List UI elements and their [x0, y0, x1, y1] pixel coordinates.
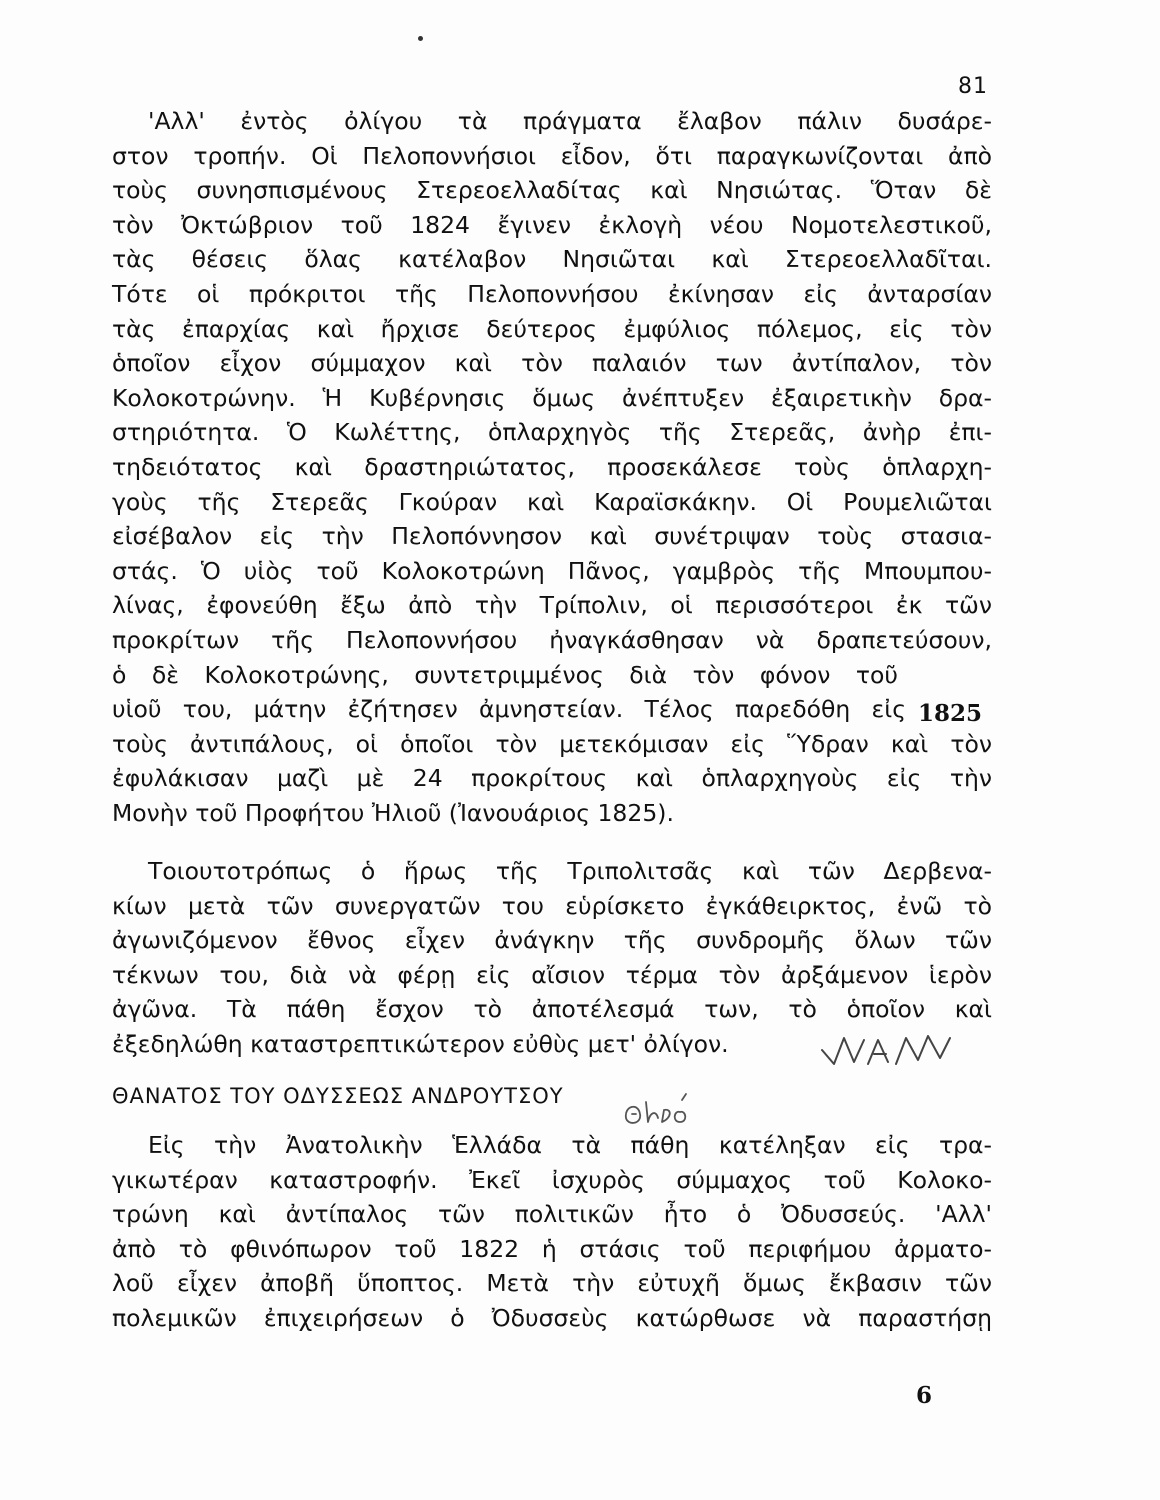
text-line: 'Αλλ' ἐντὸς ὀλίγου τὰ πράγματα ἔλαβον πάλιν δυσάρε- [148, 107, 992, 135]
text-line: γοὺς τῆς Στερεᾶς Γκούραν καὶ Καραϊσκάκην. Οἱ Ρουμελιῶται [112, 487, 992, 516]
paragraph-1 [112, 104, 992, 830]
handwritten-scribble [818, 1024, 958, 1074]
text-line: ἀγῶνα. Τὰ πάθη ἔσχον τὸ ἀποτέλεσμά των, τὸ ὁποῖον καὶ [112, 995, 992, 1024]
signature-number: 6 [916, 1382, 933, 1409]
text-line: προκρίτων τῆς Πελοποννήσου ἠναγκάσθησαν νὰ δραπετεύσουν, [112, 625, 992, 654]
text-line: τὸν Ὀκτώβριον τοῦ 1824 ἔγινεν ἐκλογὴ νέου Νομοτελεστικοῦ, [112, 210, 992, 239]
text-line: ἀγωνιζόμενον ἔθνος εἶχεν ἀνάγκην τῆς συνδρομῆς ὅλων τῶν [112, 926, 992, 955]
text-line: τοὺς ἀντιπάλους, οἱ ὁποῖοι τὸν μετεκόμισαν εἰς Ὕδραν καὶ τὸν [112, 729, 992, 758]
text-line: Τοιουτοτρόπως ὁ ἥρως τῆς Τριπολιτσᾶς καὶ τῶν Δερβενα- [148, 857, 992, 885]
text-line: ὁ δὲ Κολοκοτρώνης, συντετριμμένος διὰ τὸν φόνον τοῦ [112, 660, 898, 689]
text-line: τοὺς συνησπισμένους Στερεοελλαδίτας καὶ Νησιώτας. Ὅταν δὲ [112, 176, 992, 205]
text-line: ἀπὸ τὸ φθινόπωρον τοῦ 1822 ἡ στάσις τοῦ περιφήμου ἀρματο- [112, 1234, 992, 1263]
text-line: στηριότητα. Ὁ Κωλέττης, ὁπλαρχηγὸς τῆς Στερεᾶς, ἀνὴρ ἐπι- [112, 418, 992, 447]
text-line: ἐφυλάκισαν μαζὶ μὲ 24 προκρίτους καὶ ὁπλαρχηγοὺς εἰς τὴν [112, 764, 992, 793]
ink-speck [418, 36, 423, 41]
text-line: τηδειότατος καὶ δραστηριώτατος, προσεκάλεσε τοὺς ὁπλαρχη- [112, 452, 992, 481]
margin-year: 1825 [918, 700, 983, 727]
text-line: ἐξεδηλώθη καταστρεπτικώτερον εὐθὺς μετ' ὀλίγον. [112, 1029, 729, 1058]
text-line: λίνας, ἐφονεύθη ἔξω ἀπὸ τὴν Τρίπολιν, οἱ περισσότεροι ἐκ τῶν [112, 591, 992, 620]
section-heading: ΘΑΝΑΤΟΣ ΤΟΥ ΟΔΥΣΣΕΩΣ ΑΝΔΡΟΥΤΣΟΥ [112, 1084, 564, 1108]
text-line: τρώνη καὶ ἀντίπαλος τῶν πολιτικῶν ἦτο ὁ Ὀδυσσεύς. 'Αλλ' [112, 1200, 992, 1229]
text-line: Εἰς τὴν Ἀνατολικὴν Ἑλλάδα τὰ πάθη κατέληξαν εἰς τρα- [148, 1131, 992, 1159]
text-line: ὁποῖον εἶχον σύμμαχον καὶ τὸν παλαιόν των ἀντίπαλον, τὸν [112, 349, 992, 378]
text-line: Τότε οἱ πρόκριτοι τῆς Πελοποννήσου ἐκίνησαν εἰς ἀνταρσίαν [112, 279, 992, 308]
text-line: λοῦ εἶχεν ἀποβῆ ὕποπτος. Μετὰ τὴν εὐτυχῆ ὅμως ἔκβασιν τῶν [112, 1269, 992, 1298]
text-line: γικωτέραν καταστροφήν. Ἐκεῖ ἰσχυρὸς σύμμαχος τοῦ Κολοκο- [112, 1165, 992, 1194]
text-line: τέκνων του, διὰ νὰ φέρῃ εἰς αἴσιον τέρμα τὸν ἀρξάμενον ἱερὸν [112, 960, 992, 989]
text-line: στάς. Ὁ υἱὸς τοῦ Κολοκοτρώνη Πᾶνος, γαμβρὸς τῆς Μπουμπου- [112, 556, 992, 585]
text-line: εἰσέβαλον εἰς τὴν Πελοπόννησον καὶ συνέτριψαν τοὺς στασια- [112, 522, 992, 551]
text-line: κίων μετὰ τῶν συνεργατῶν του εὑρίσκετο ἐγκάθειρκτος, ἐνῶ τὸ [112, 891, 992, 920]
text-line: τὰς ἐπαρχίας καὶ ἤρχισε δεύτερος ἐμφύλιος πόλεμος, εἰς τὸν [112, 314, 992, 343]
text-line: υἱοῦ του, μάτην ἐζήτησεν ἀμνηστείαν. Τέλος παρεδόθη εἰς [112, 695, 906, 724]
text-line: στον τροπήν. Οἱ Πελοποννήσιοι εἶδον, ὅτι παραγκωνίζονται ἀπὸ [112, 141, 992, 170]
page-number: 81 [958, 74, 988, 99]
text-line: Κολοκοτρώνην. Ἡ Κυβέρνησις ὅμως ἀνέπτυξεν ἐξαιρετικὴν δρα- [112, 383, 992, 412]
handwritten-note [620, 1088, 700, 1132]
paragraph-3 [112, 1128, 992, 1336]
text-line: πολεμικῶν ἐπιχειρήσεων ὁ Ὀδυσσεὺς κατώρθωσε νὰ παραστήσῃ [112, 1303, 992, 1332]
text-line: τὰς θέσεις ὅλας κατέλαβον Νησιῶται καὶ Στερεοελλαδῖται. [112, 245, 992, 274]
text-line: Μονὴν τοῦ Προφήτου Ἠλιοῦ (Ἰανουάριος 1825). [112, 798, 674, 827]
